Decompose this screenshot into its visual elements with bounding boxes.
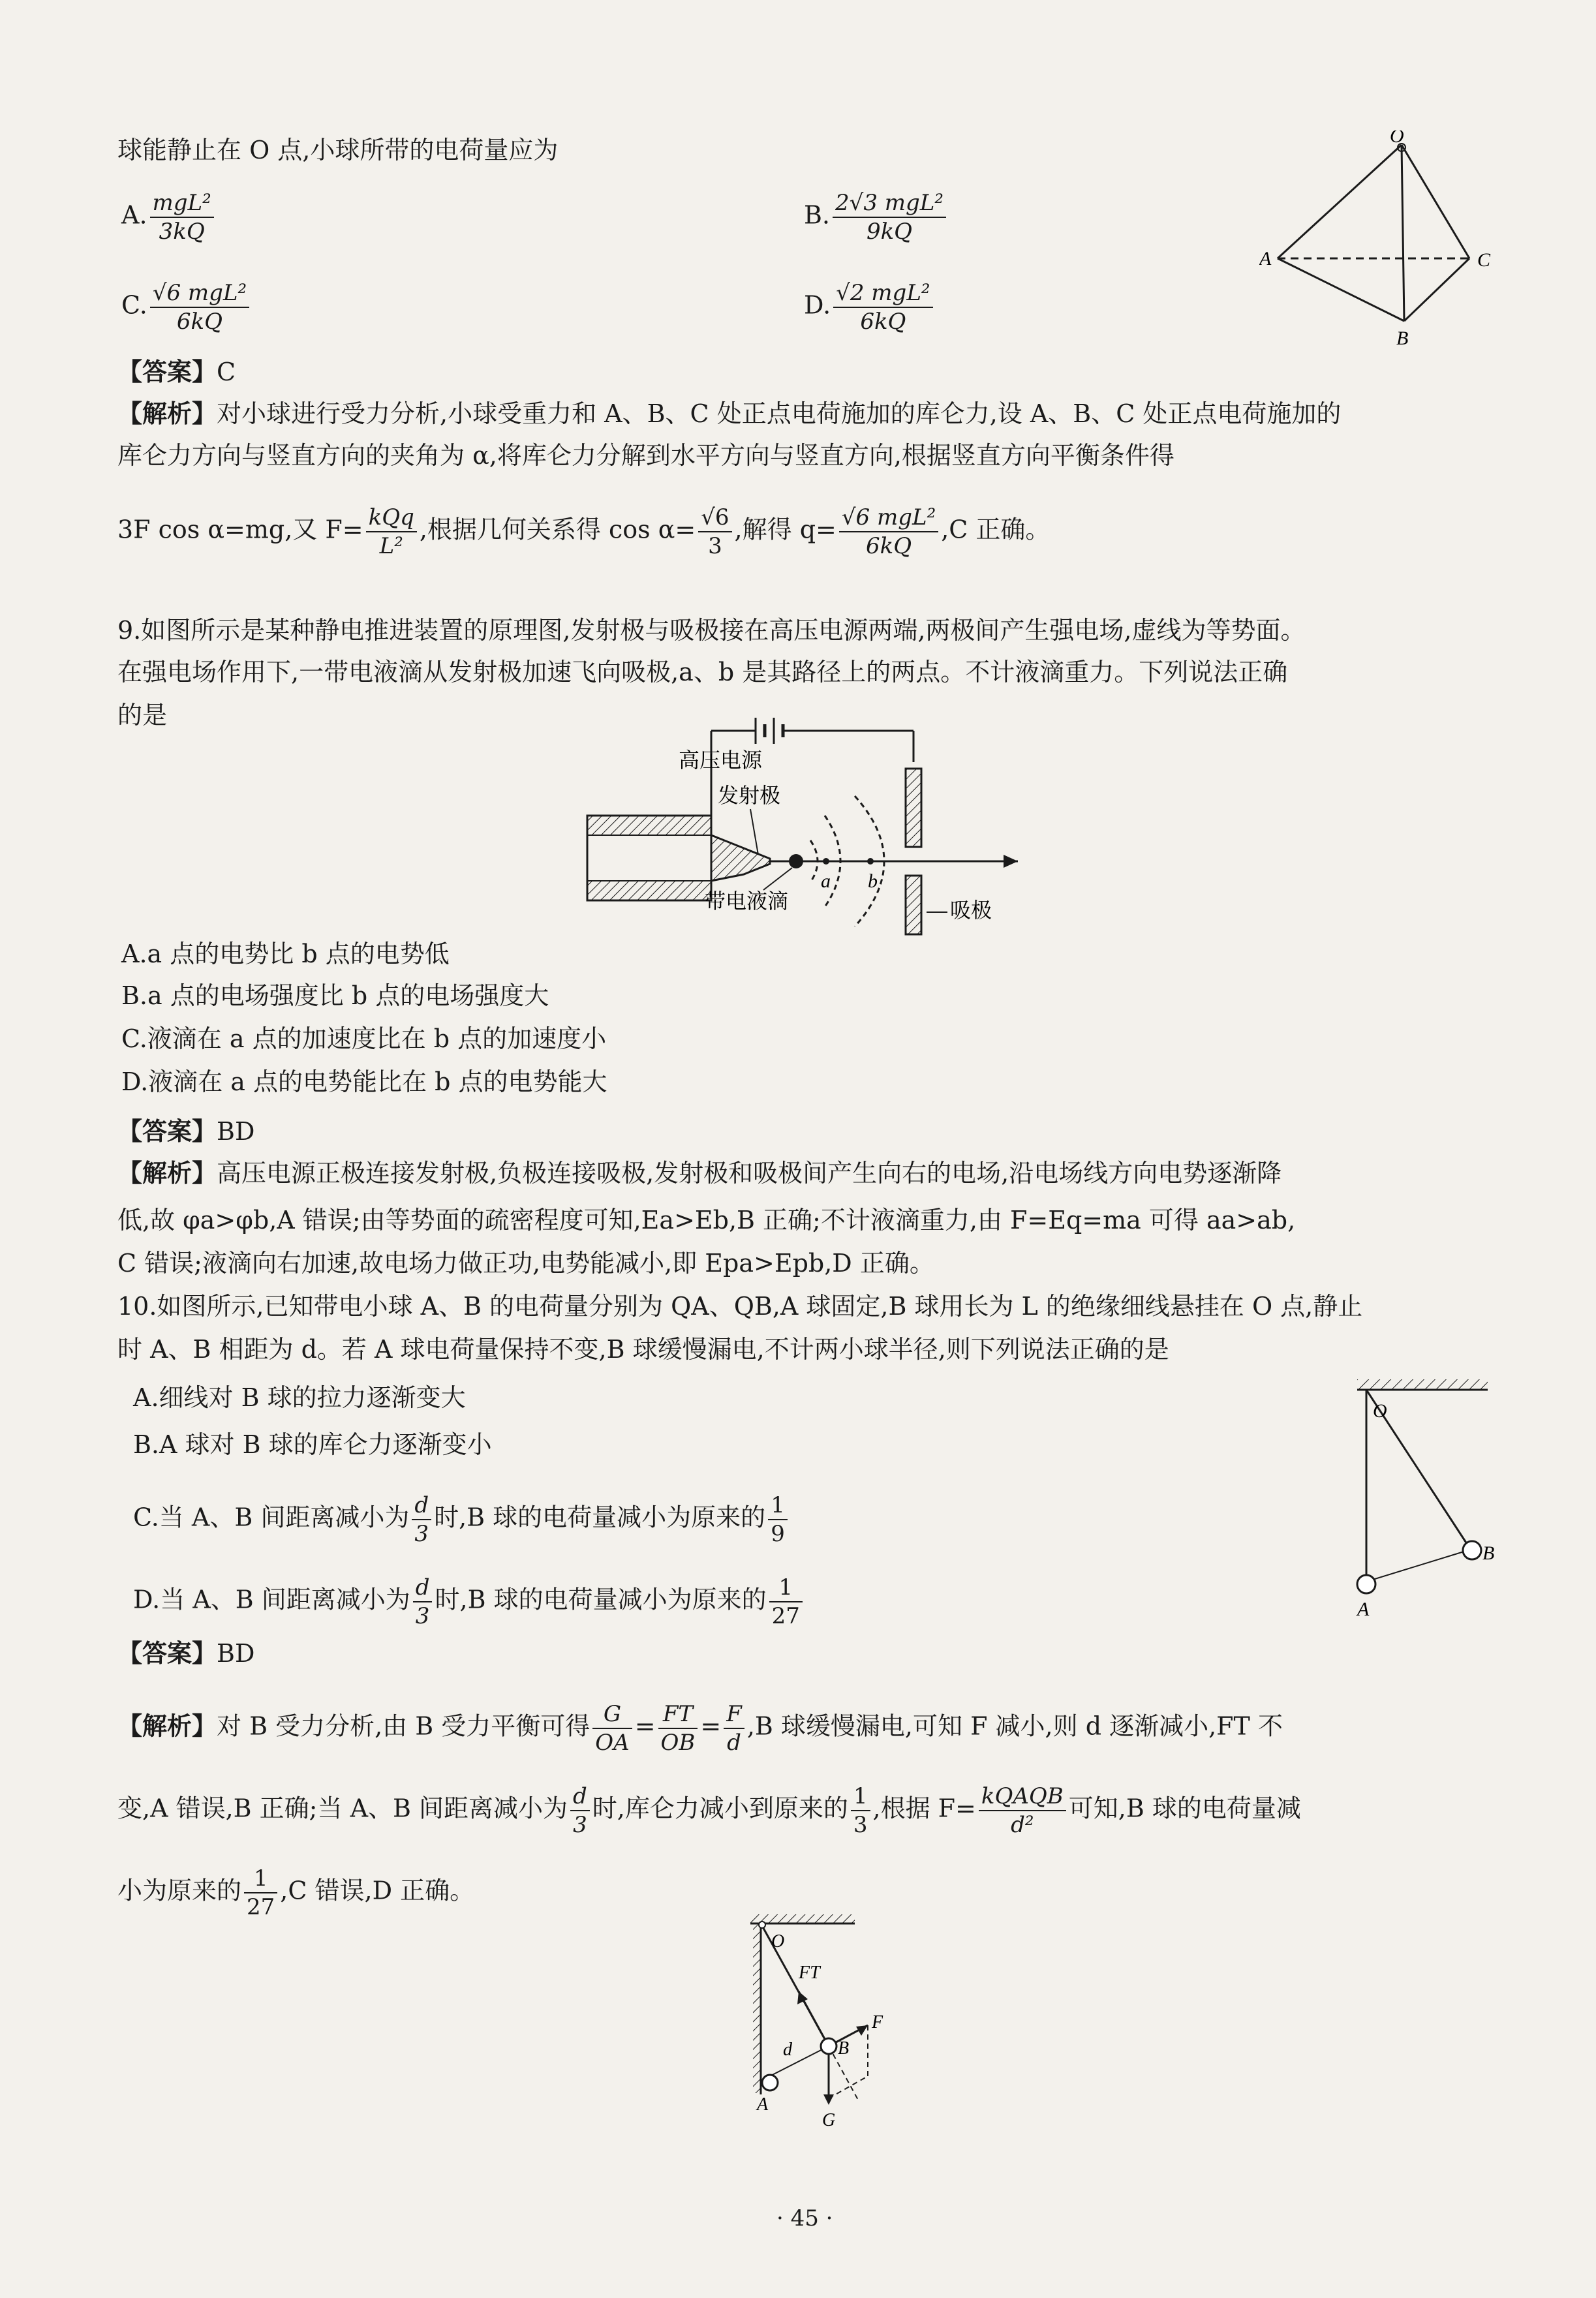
q8-analysis-line-1: 【解析】对小球进行受力分析,小球受重力和 A、B、C 处正点电荷施加的库仑力,设 A、B、C 处正点电荷施加的 [117, 399, 1342, 428]
q10-stem-line-2: 时 A、B 相距为 d。若 A 球电荷量保持不变,B 球缓慢漏电,不计两小球半径,则下列说法正确的是 [117, 1335, 1169, 1364]
fig-label-d: d [783, 2040, 792, 2060]
q9-option-b: B.a 点的电场强度比 b 点的电场强度大 [121, 981, 549, 1010]
q10-option-b: B.A 球对 B 球的库仑力逐渐变小 [133, 1430, 492, 1459]
q9-analysis-line-1: 【解析】高压电源正极连接发射极,负极连接吸极,发射极和吸极间产生向右的电场,沿电场线方向电势逐渐降 [117, 1159, 1282, 1187]
q10-force-diagram [731, 1905, 920, 2134]
fig-label-droplet: 带电液滴 [705, 889, 789, 913]
fig-label-f: F [872, 2012, 883, 2032]
q9-stem-line-3: 的是 [117, 701, 168, 729]
fig-label-g: G [822, 2110, 836, 2130]
fig-label-absorber: 吸极 [950, 898, 992, 922]
q8-option-b: B. $\frac{\text{2√3 mgL²}}{9kQ}$ [804, 189, 949, 245]
q9-option-c: C.液滴在 a 点的加速度比在 b 点的加速度小 [121, 1024, 607, 1053]
fig-label-ft: FT [799, 1963, 820, 1983]
fig-label-a: A [757, 2094, 769, 2115]
q9-analysis-line-2: 低,故 φa>φb,A 错误;由等势面的疏密程度可知,Ea>Eb,B 正确;不计液滴重力,由 F=Eq=ma 可得 aa>ab, [117, 1206, 1296, 1234]
q9-stem-line-1: 9.如图所示是某种静电推进装置的原理图,发射极与吸极接在高压电源两端,两极间产生强电场,虚线为等势面。 [117, 616, 1306, 645]
fig-label-power: 高压电源 [679, 748, 763, 772]
q10-option-d: D.当 A、B 间距离减小为 $\frac{d}{3}$ 时,B 球的电荷量减小为原来的 $\frac{1}{27}$ [133, 1574, 805, 1630]
fig-label-b: B [1482, 1542, 1495, 1564]
q10-answer: 【答案】BD [117, 1639, 255, 1668]
fig-label-b: B [1396, 328, 1409, 349]
q8-option-d: D. $\frac{\text{√2 mgL²}}{6kQ}$ [804, 279, 936, 335]
q8-analysis-line-2: 库仑力方向与竖直方向的夹角为 α,将库仑力分解到水平方向与竖直方向,根据竖直方向平衡条件得 [117, 441, 1174, 470]
q9-analysis-line-3: C 错误;液滴向右加速,故电场力做正功,电势能减小,即 Epa>Epb,D 正确。 [117, 1249, 934, 1278]
q10-option-a: A.细线对 B 球的拉力逐渐变大 [133, 1383, 466, 1412]
fig-label-b: B [838, 2038, 850, 2059]
q9-option-a: A.a 点的电势比 b 点的电势低 [121, 940, 450, 968]
fig-label-a: A [1259, 248, 1272, 269]
fig-label-o: O [771, 1931, 785, 1952]
q9-answer: 【答案】BD [117, 1117, 255, 1146]
q8-tetrahedron-figure [1259, 130, 1501, 352]
q9-thruster-figure [574, 705, 1044, 940]
q10-option-c: C.当 A、B 间距离减小为 $\frac{d}{3}$ 时,B 球的电荷量减小为原来的 $\frac{1}{9}$ [133, 1492, 790, 1548]
fig-label-o: O [1390, 130, 1404, 147]
fig-label-emitter: 发射极 [718, 784, 781, 807]
fig-label-a: A [1357, 1599, 1370, 1620]
q8-stem-tail: 球能静止在 O 点,小球所带的电荷量应为 [117, 136, 559, 164]
fig-label-b: b [868, 870, 878, 892]
q10-pendulum-figure [1344, 1370, 1514, 1631]
q10-analysis-line-2: 变,A 错误,B 正确;当 A、B 间距离减小为 $\frac{d}{3}$ 时,库仑力减小到原来的 $\frac{1}{3}$ ,根据 F= $\frac{\text{kQAQB}}{\text{d²}}$ 可知,B 球的电荷量减 [117, 1783, 1301, 1838]
q9-option-d: D.液滴在 a 点的电势能比在 b 点的电势能大 [121, 1067, 607, 1096]
q8-analysis-line-3: 3F cos α=mg,又 F= $\frac{\text{kQq}}{\text{L²}}$ ,根据几何关系得 cos α= $\frac{√6}{3}$ ,解得 q= $\frac{\text{√6 mgL²}}{6kQ}$ ,C 正确。 [117, 504, 1051, 559]
fig-label-o: O [1373, 1400, 1387, 1422]
page-number: · 45 · [776, 2205, 833, 2231]
fig-label-a: a [821, 870, 831, 892]
q9-stem-line-2: 在强电场作用下,一带电液滴从发射极加速飞向吸极,a、b 是其路径上的两点。不计液滴重力。下列说法正确 [117, 658, 1288, 686]
q8-option-a: A. $\frac{\text{mgL²}}{3kQ}$ [121, 189, 217, 245]
q10-analysis-line-1: 【解析】对 B 受力分析,由 B 受力平衡可得 $\frac{G}{OA}$ = $\frac{FT}{OB}$ = $\frac{F}{d}$ ,B 球缓慢漏电,可知 F 减小,则 d 逐渐减小,FT 不 [117, 1701, 1283, 1756]
q10-analysis-line-3: 小为原来的 $\frac{1}{27}$ ,C 错误,D 正确。 [117, 1865, 475, 1920]
q8-answer: 【答案】C [117, 358, 236, 386]
fig-label-c: C [1477, 249, 1491, 271]
q10-stem-line-1: 10.如图所示,已知带电小球 A、B 的电荷量分别为 QA、QB,A 球固定,B 球用长为 L 的绝缘细线悬挂在 O 点,静止 [117, 1292, 1363, 1321]
q8-option-c: C. $\frac{\text{√6 mgL²}}{6kQ}$ [121, 279, 252, 335]
